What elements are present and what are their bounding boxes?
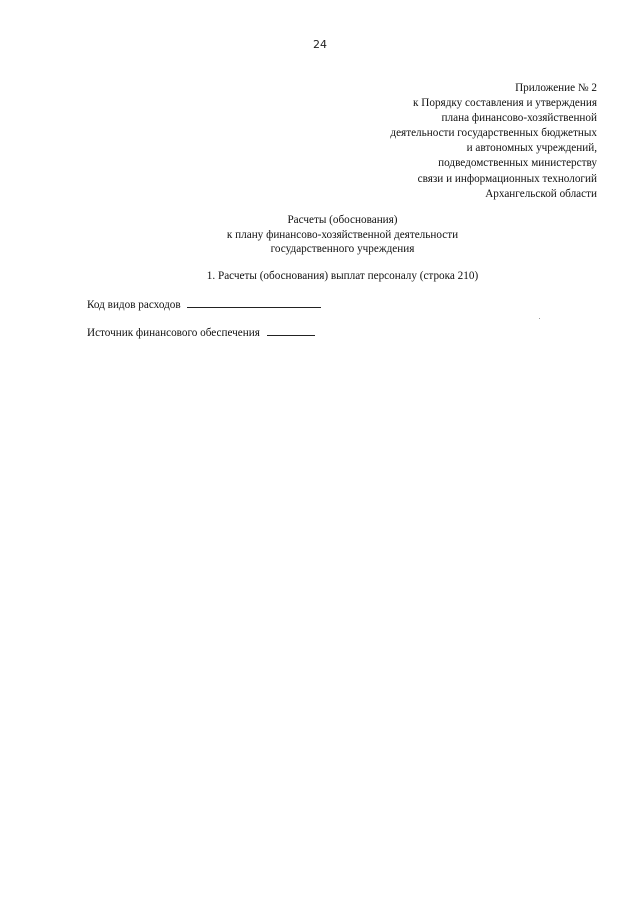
- title-line: к плану финансово-хозяйственной деятельности: [226, 228, 459, 241]
- funding-source-label: Источник финансового обеспечения: [87, 327, 260, 339]
- annex-line: деятельности государственных бюджетных: [390, 127, 597, 140]
- expense-code-label: Код видов расходов: [87, 299, 181, 311]
- expense-code-blank: [187, 296, 321, 308]
- funding-source-blank: [267, 324, 315, 336]
- funding-source-field: [87, 324, 315, 339]
- annex-heading: [390, 81, 597, 202]
- annex-line: Архангельской области: [485, 187, 597, 200]
- section-title: 1. Расчеты (обоснования) выплат персоналу (строка 210): [206, 270, 479, 282]
- annex-line: плана финансово-хозяйственной: [441, 112, 597, 125]
- scan-speck: [539, 318, 540, 319]
- annex-line: и автономных учреждений,: [466, 142, 597, 155]
- document-title: [0, 213, 640, 257]
- title-line: Расчеты (обоснования): [287, 214, 398, 226]
- expense-code-field: [87, 296, 321, 311]
- annex-line: к Порядку составления и утверждения: [413, 97, 597, 110]
- page-number: 24: [313, 38, 327, 51]
- title-line: государственного учреждения: [270, 243, 415, 255]
- annex-line: Приложение № 2: [515, 82, 597, 94]
- annex-line: связи и информационных технологий: [417, 172, 597, 185]
- annex-line: подведомственных министерству: [438, 157, 597, 170]
